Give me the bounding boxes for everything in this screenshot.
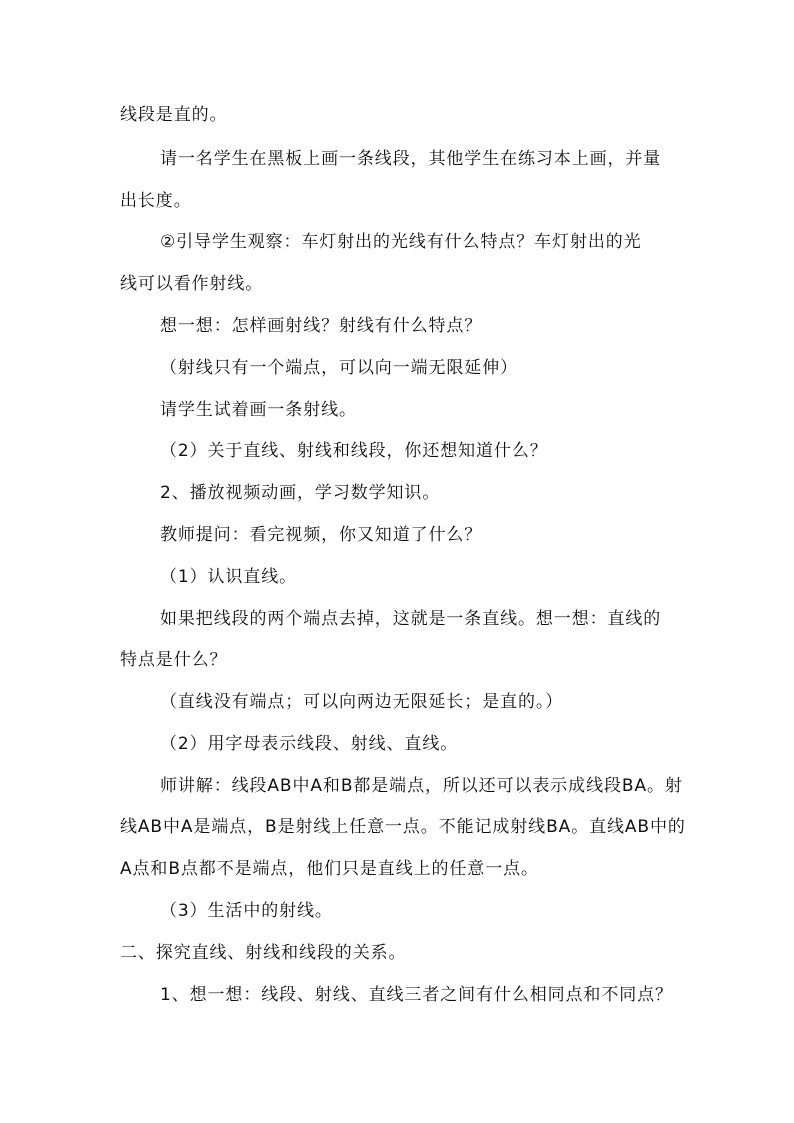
paragraph-line: 出长度。 [120, 191, 192, 211]
paragraph-line: A点和B点都不是端点，他们只是直线上的任意一点。 [120, 859, 539, 879]
paragraph-line: （2）关于直线、射线和线段，你还想知道什么？ [160, 441, 548, 461]
paragraph-line: （1）认识直线。 [160, 567, 298, 587]
paragraph-line: 如果把线段的两个端点去掉，这就是一条直线。想一想：直线的 [160, 609, 662, 629]
paragraph-line: 请一名学生在黑板上画一条线段，其他学生在练习本上画，并量 [160, 149, 662, 169]
paragraph-line: （直线没有端点；可以向两边无限延长；是直的。） [160, 692, 564, 712]
paragraph-line: 线可以看作射线。 [120, 274, 264, 294]
paragraph-line: 教师提问：看完视频，你又知道了什么？ [160, 525, 483, 545]
paragraph-line: 想一想：怎样画射线？射线有什么特点？ [160, 316, 483, 336]
section-heading: 二、探究直线、射线和线段的关系。 [120, 943, 407, 963]
paragraph-line: （2）用字母表示线段、射线、直线。 [160, 734, 459, 754]
paragraph-line: 1、想一想：线段、射线、直线三者之间有什么相同点和不同点？ [160, 985, 673, 1005]
paragraph-line: 线AB中A是端点，B是射线上任意一点。不能记成射线BA。直线AB中的 [120, 817, 686, 837]
paragraph-line: 2、播放视频动画，学习数学知识。 [160, 483, 441, 503]
paragraph-line: （射线只有一个端点，可以向一端无限延伸） [160, 358, 518, 378]
paragraph-line: 师讲解：线段AB中A和B都是端点，所以还可以表示成线段BA。射 [160, 776, 683, 796]
paragraph-line: 线段是直的。 [120, 105, 228, 125]
paragraph-line: （3）生活中的射线。 [160, 901, 333, 921]
paragraph-line: 特点是什么？ [120, 650, 228, 670]
paragraph-line: ②引导学生观察：车灯射出的光线有什么特点？车灯射出的光 [160, 232, 642, 252]
paragraph-line: 请学生试着画一条射线。 [160, 400, 357, 420]
